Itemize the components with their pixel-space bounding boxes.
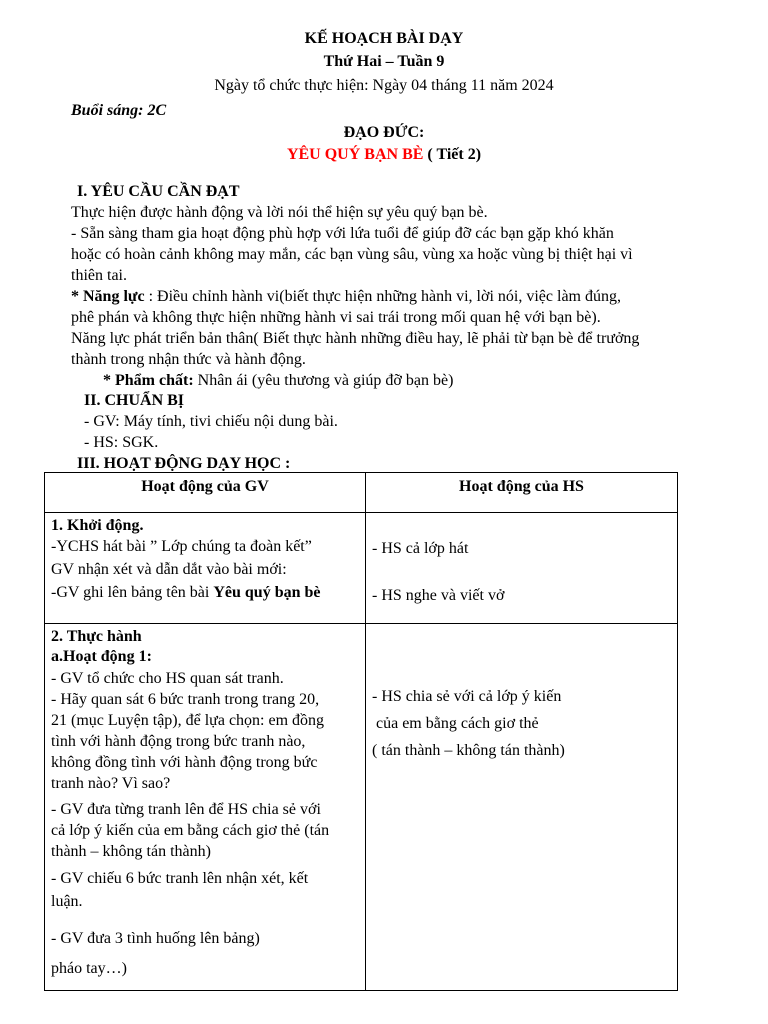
gv-line: -YCHS hát bài ” Lớp chúng ta đoàn kết” — [51, 538, 312, 555]
gv-line-prefix: -GV ghi lên bảng tên bài — [51, 584, 214, 601]
table-row — [45, 624, 678, 991]
gv-cell-warmup — [45, 513, 366, 624]
warmup-title: 1. Khởi động. — [51, 517, 144, 534]
competence-label: * Năng lực — [71, 288, 145, 305]
competence-line: Năng lực phát triển bản thân( Biết thực hành những điều hay, lẽ phải từ bạn bè để trưởng — [71, 330, 640, 347]
hs-line: - HS cả lớp hát — [372, 540, 469, 557]
gv-line: - Hãy quan sát 6 bức tranh trong trang 20, — [51, 691, 320, 708]
competence-text: : Điều chỉnh hành vi(biết thực hiện những hành vi, lời nói, việc làm đúng, — [144, 288, 621, 305]
lesson-title-line — [0, 146, 768, 164]
section-2-heading: II. CHUẨN BỊ — [84, 392, 185, 409]
preparation-line: - HS: SGK. — [84, 434, 159, 451]
requirement-line: hoặc có hoàn cảnh không may mắn, các bạn vùng sâu, vùng xa hoặc vùng bị thiệt hại vì — [71, 246, 633, 263]
gv-line: 21 (mục Luyện tập), để lựa chọn: em đồng — [51, 712, 325, 729]
gv-line: tranh nào? Vì sao? — [51, 775, 171, 792]
lesson-title: YÊU QUÝ BẠN BÈ — [286, 146, 424, 163]
hs-line: của em bằng cách giơ thẻ — [372, 715, 539, 732]
subject-heading: ĐẠO ĐỨC: — [343, 124, 425, 141]
date-line: Ngày tổ chức thực hiện: Ngày 04 tháng 11 năm 2024 — [214, 77, 554, 94]
activity-table — [44, 472, 678, 991]
requirement-line: Thực hiện được hành động và lời nói thể hiện sự yêu quý bạn bè. — [71, 204, 488, 221]
hs-line: - HS nghe và viết vở — [372, 587, 505, 604]
document-title: KẾ HOẠCH BÀI DẠY — [304, 30, 464, 47]
gv-line: GV nhận xét và dẫn dắt vào bài mới: — [51, 561, 287, 578]
lesson-part: ( Tiết 2) — [423, 146, 482, 163]
requirement-line: thiên tai. — [71, 267, 127, 284]
session-label: Buổi sáng: 2C — [71, 102, 167, 119]
day-week: Thứ Hai – Tuần 9 — [323, 53, 445, 70]
section-1-heading: I. YÊU CẦU CẦN ĐẠT — [77, 183, 240, 200]
gv-line: - GV chiếu 6 bức tranh lên nhận xét, kết — [51, 870, 309, 887]
table-row — [45, 513, 678, 624]
hs-cell-practice — [366, 624, 678, 991]
hs-line: ( tán thành – không tán thành) — [372, 742, 565, 759]
competence-line: phê phán và không thực hiện những hành vi sai trái trong mối quan hệ với bạn bè). — [71, 309, 601, 326]
practice-title: 2. Thực hành — [51, 628, 142, 645]
quality-line — [103, 371, 453, 391]
gv-line: - GV đưa 3 tình huống lên bảng) — [51, 930, 260, 947]
column-header-gv: Hoạt động của GV — [45, 473, 366, 513]
competence-line — [71, 287, 621, 307]
requirement-line: - Sẵn sàng tham gia hoạt động phù hợp với lứa tuổi để giúp đỡ các bạn gặp khó khăn — [71, 225, 614, 242]
lesson-name: Yêu quý bạn bè — [213, 584, 321, 601]
activity-1-title: a.Hoạt động 1: — [51, 648, 152, 665]
section-3-heading: III. HOẠT ĐỘNG DẠY HỌC : — [77, 455, 291, 472]
quality-text: Nhân ái (yêu thương và giúp đỡ bạn bè) — [193, 372, 454, 389]
gv-line: luận. — [51, 893, 83, 910]
preparation-line: - GV: Máy tính, tivi chiếu nội dung bài. — [84, 413, 338, 430]
gv-line: - GV đưa từng tranh lên để HS chia sẻ với — [51, 801, 321, 818]
gv-line: thành – không tán thành) — [51, 843, 211, 860]
quality-label: * Phẩm chất: — [103, 372, 194, 389]
column-header-hs: Hoạt động của HS — [366, 473, 678, 513]
gv-line: không đồng tình với hành động trong bức — [51, 754, 318, 771]
gv-line — [51, 582, 321, 603]
gv-cell-practice — [45, 624, 366, 991]
hs-cell-warmup — [366, 513, 678, 624]
gv-line: - GV tổ chức cho HS quan sát tranh. — [51, 670, 284, 687]
gv-line: tình với hành động trong bức tranh nào, — [51, 733, 306, 750]
gv-line: pháo tay…) — [51, 960, 127, 977]
gv-line: cả lớp ý kiến của em bằng cách giơ thẻ (tán — [51, 822, 330, 839]
competence-line: thành trong nhận thức và hành động. — [71, 351, 306, 368]
hs-line: - HS chia sẻ với cả lớp ý kiến — [372, 688, 562, 705]
table-header-row — [45, 473, 678, 513]
